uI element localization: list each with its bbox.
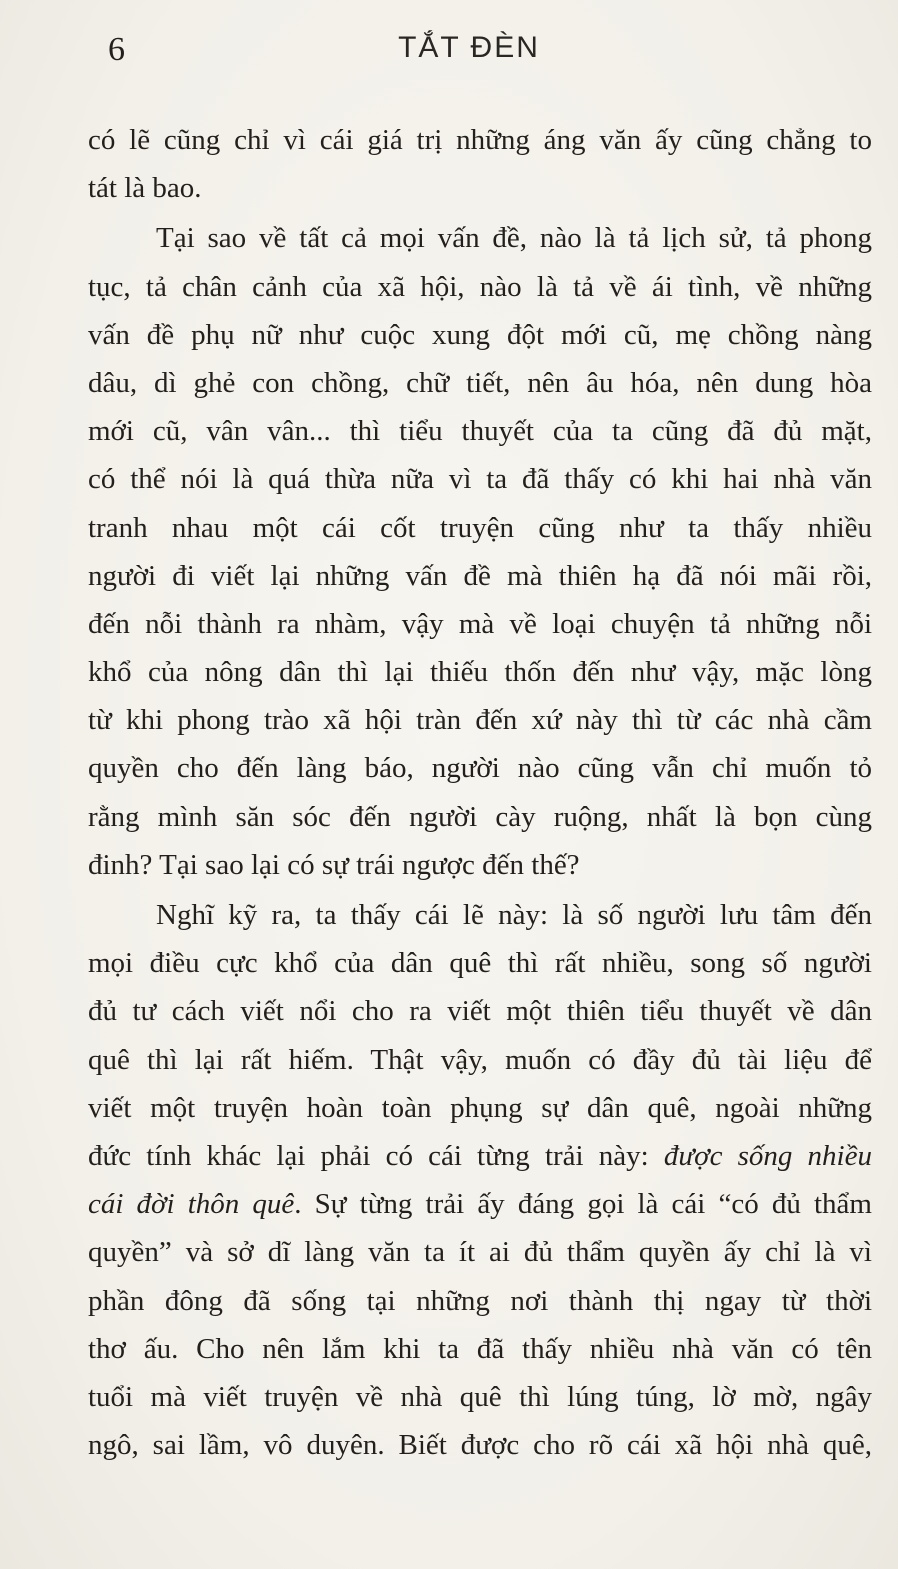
paragraph-3 xyxy=(88,891,872,1469)
text-line-mixed xyxy=(88,1180,872,1228)
body-text xyxy=(88,116,872,1469)
running-title: TẮT ĐÈN xyxy=(398,31,540,64)
text-line: người đi viết lại những vấn đề mà thiên hạ đã nói mãi rồi, xyxy=(88,559,872,592)
text-line: có thể nói là quá thừa nữa vì ta đã thấy có khi hai nhà văn xyxy=(88,463,872,496)
text-line: tranh nhau một cái cốt truyện cũng như ta thấy nhiều xyxy=(88,511,872,544)
text-line: có lẽ cũng chỉ vì cái giá trị những áng văn ấy cũng chẳng to xyxy=(88,124,872,156)
text-line: ngô, sai lầm, vô duyên. Biết được cho rõ cái xã hội nhà quê, xyxy=(88,1429,872,1462)
paragraph-2 xyxy=(88,214,872,889)
text-line: vấn đề phụ nữ như cuộc xung đột mới cũ, mẹ chồng nàng xyxy=(88,318,872,351)
text-line: đến nỗi thành ra nhàm, vậy mà về loại chuyện tả những nỗi xyxy=(88,607,872,640)
italic-run: được sống nhiều xyxy=(663,1139,872,1172)
text-line-mixed xyxy=(88,1132,872,1180)
text-line: đủ tư cách viết nổi cho ra viết một thiên tiểu thuyết về dân xyxy=(88,995,872,1028)
text-run: đức tính khác lại phải có cái từng trải này: xyxy=(88,1139,664,1172)
text-line: khổ của nông dân thì lại thiếu thốn đến như vậy, mặc lòng xyxy=(88,656,872,689)
text-line: đinh? Tại sao lại có sự trái ngược đến thế? xyxy=(88,848,580,881)
page-header xyxy=(0,18,898,78)
italic-run: cái đời thôn quê xyxy=(88,1188,295,1221)
text-line: tát là bao. xyxy=(88,172,202,205)
text-line: tục, tả chân cảnh của xã hội, nào là tả về ái tình, về những xyxy=(88,270,872,303)
text-line: quyền cho đến làng báo, người nào cũng vẫn chỉ muốn tỏ xyxy=(88,752,872,785)
text-line: Tại sao về tất cả mọi vấn đề, nào là tả lịch sử, tả phong xyxy=(156,222,872,255)
page-number: 6 xyxy=(108,31,125,68)
paragraph-1 xyxy=(88,116,872,212)
text-line: viết một truyện hoàn toàn phụng sự dân quê, ngoài những xyxy=(88,1091,872,1124)
text-line: Nghĩ kỹ ra, ta thấy cái lẽ này: là số người lưu tâm đến xyxy=(156,899,872,931)
text-run: . Sự từng trải ấy đáng gọi là cái “có đủ thẩm xyxy=(294,1188,872,1221)
text-line: từ khi phong trào xã hội tràn đến xứ này thì từ các nhà cầm xyxy=(88,704,872,737)
text-line: tuổi mà viết truyện về nhà quê thì lúng túng, lờ mờ, ngây xyxy=(88,1380,872,1413)
text-line: quê thì lại rất hiếm. Thật vậy, muốn có đầy đủ tài liệu để xyxy=(88,1043,872,1076)
text-line: mới cũ, vân vân... thì tiểu thuyết của ta cũng đã đủ mặt, xyxy=(88,415,872,448)
text-line: dâu, dì ghẻ con chồng, chữ tiết, nên âu hóa, nên dung hòa xyxy=(88,366,872,399)
text-line: mọi điều cực khổ của dân quê thì rất nhiều, song số người xyxy=(88,947,872,980)
text-line: thơ ấu. Cho nên lắm khi ta đã thấy nhiều nhà văn có tên xyxy=(88,1332,872,1365)
text-line: rằng mình săn sóc đến người cày ruộng, nhất là bọn cùng xyxy=(88,800,872,833)
text-line: quyền” và sở dĩ làng văn ta ít ai đủ thẩm quyền ấy chỉ là vì xyxy=(88,1236,872,1269)
text-line: phần đông đã sống tại những nơi thành thị ngay từ thời xyxy=(88,1284,872,1317)
